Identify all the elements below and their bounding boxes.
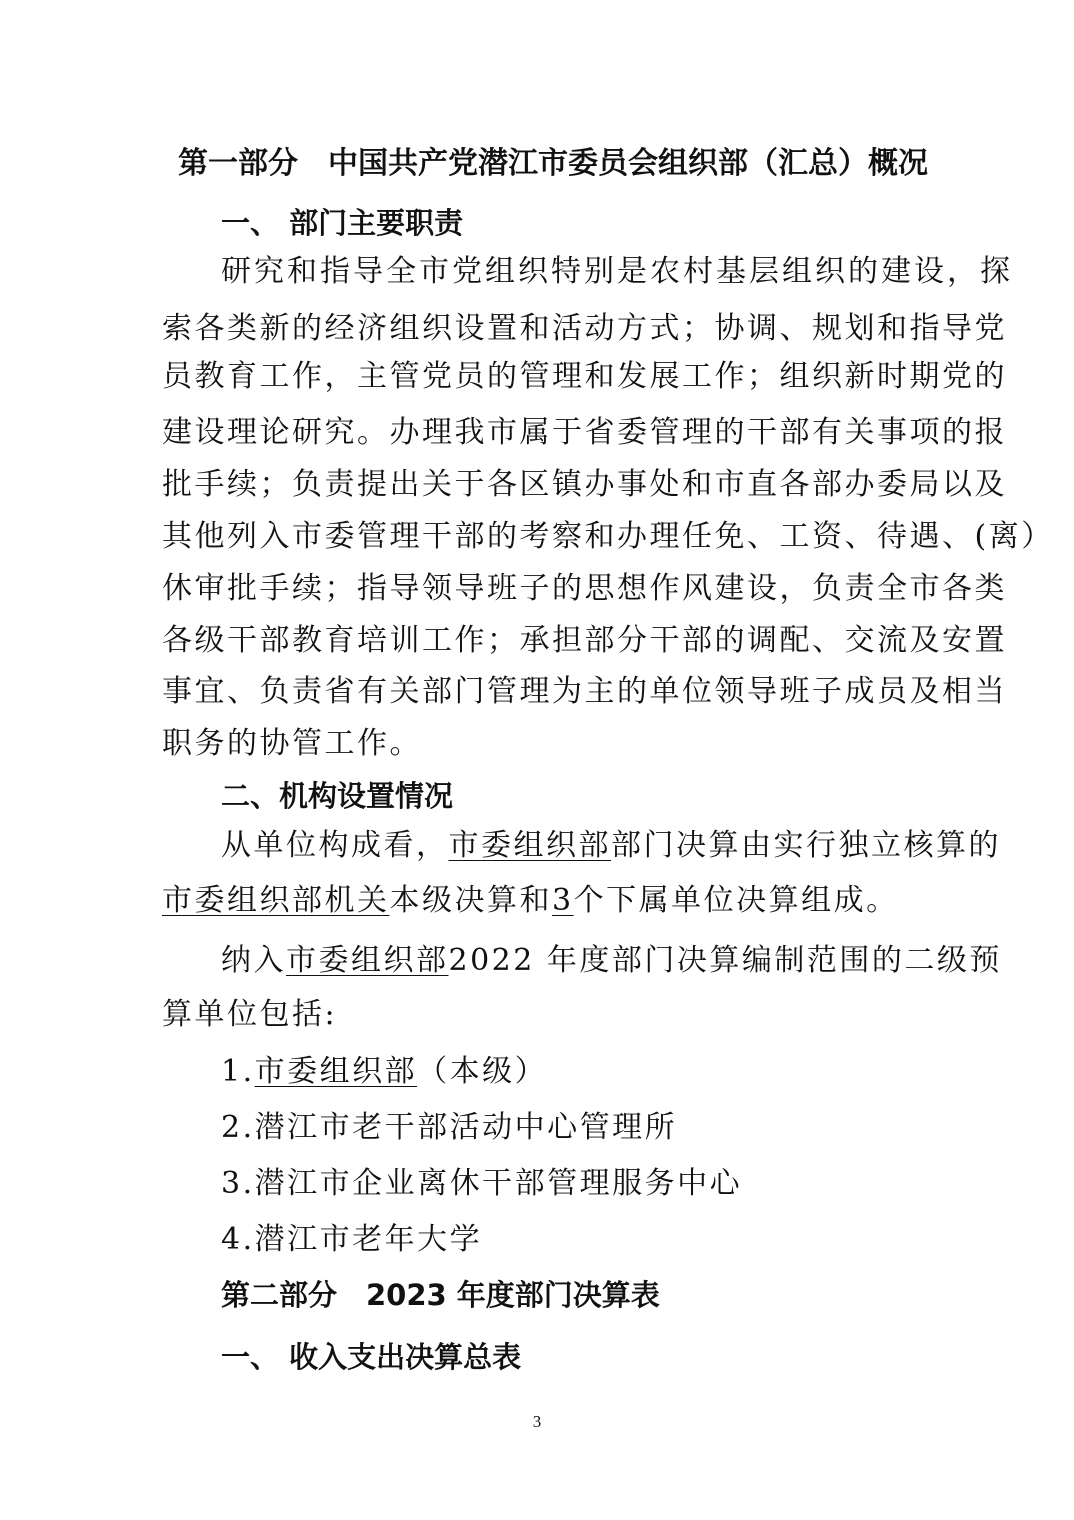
structure-line-2 [162,881,899,921]
section1-heading: 一、 部门主要职责 [221,206,464,240]
unit-item-1 [221,1052,547,1092]
scope-text-a: 纳入 [221,943,286,978]
part1-title: 第一部分 中国共产党潜江市委员会组织部（汇总）概况 [178,146,928,181]
unit-item-2: 2.潜江市老干部活动中心管理所 [221,1110,678,1145]
unit-1-name: 市委组织部 [254,1054,418,1089]
structure-text-c: 部门决算由实行独立核算的 [611,828,1001,863]
scope-text-c: 2022 年度部门决算编制范围的二级预 [448,943,1002,978]
duty-line-7: 休审批手续；指导领导班子的思想作风建设，负责全市各类 [162,571,1007,606]
duty-line-10: 职务的协管工作。 [162,726,422,761]
duty-line-5: 批手续；负责提出关于各区镇办事处和市直各部办委局以及 [162,467,1007,502]
duty-line-8: 各级干部教育培训工作；承担部分干部的调配、交流及安置 [162,623,1007,658]
part2-sub-heading: 一、 收入支出决算总表 [221,1340,522,1374]
part2-title: 第二部分 2023 年度部门决算表 [221,1278,660,1312]
page-number: 3 [532,1412,542,1431]
duty-line-9: 事宜、负责省有关部门管理为主的单位领导班子成员及相当 [162,674,1007,709]
org-name-underlined: 市委组织部 [448,828,611,863]
structure-line-1 [221,826,1001,866]
scope-line-2: 算单位包括: [162,997,338,1032]
org-office-underlined: 市委组织部机关 [162,883,390,918]
structure-text-g: 个下属单位决算组成。 [573,883,899,918]
duty-line-6: 其他列入市委管理干部的考察和办理任免、工资、待遇、(离） [162,519,1054,554]
unit-1-suffix: （本级） [417,1054,548,1089]
section2-heading: 二、机构设置情况 [221,779,454,813]
duty-line-2: 索各类新的经济组织设置和活动方式；协调、规划和指导党 [162,311,1007,346]
duty-line-1: 研究和指导全市党组织特别是农村基层组织的建设，探 [221,254,1013,289]
unit-item-3: 3.潜江市企业离休干部管理服务中心 [221,1166,743,1201]
duty-line-4: 建设理论研究。办理我市属于省委管理的干部有关事项的报 [162,415,1007,450]
scope-line-1 [221,941,1002,981]
structure-text-e: 本级决算和 [389,883,552,918]
sub-unit-count: 3 [552,883,574,918]
structure-text-a: 从单位构成看， [221,828,449,863]
scope-org-underlined: 市委组织部 [286,943,449,978]
duty-line-3: 员教育工作，主管党员的管理和发展工作；组织新时期党的 [162,359,1007,394]
unit-1-number: 1. [221,1054,255,1089]
unit-item-4: 4.潜江市老年大学 [221,1222,483,1257]
